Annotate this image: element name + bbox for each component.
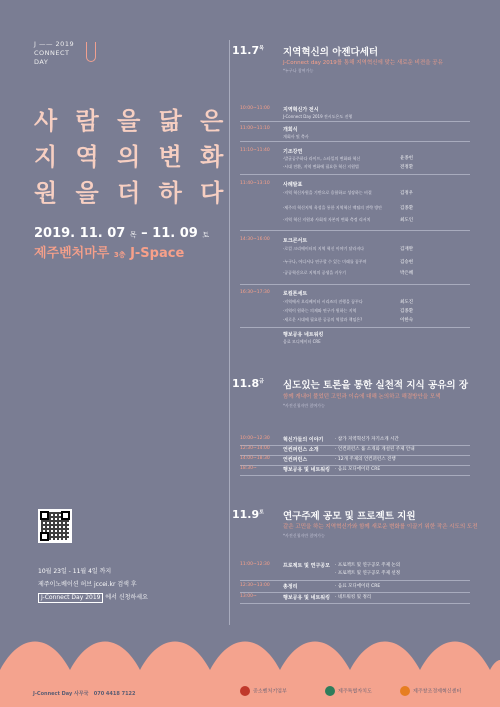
day3-title: 연구주제 공모 및 프로젝트 지원 [283,511,416,522]
schedule-row: 16:30~17:30 로컬톤세트 ·지역에서 오리베이터 시리즈의 진행을 꿈꾸다 ·지역이 원하는 의제와 연구가 원하는 지역 ·새로운 시대에 필요한 공공의 역할과 책임은? 최도진 김종환 이한숙 [240,290,414,323]
date-start: 2019. 11. 07 [34,226,126,241]
day1-subtitle: J-Connect day 2019를 통해 지역혁신에 맞는 새로운 비젼을 공유 [283,60,443,66]
headline-line-1: 사 람 을 닮 은 [34,107,229,135]
schedule-row: 10:00~12:30 혁신가들의 이야기 · 참가 지역혁신가 자기소개 시간 [240,436,399,443]
jccei-logo-icon [400,686,410,696]
day2-subtitle: 함께 캐내어 풀었던 고민과 이슈에 대해 논의하고 해결방안을 모색 [283,394,441,400]
headline-line-3: 원 을 더 하 다 [34,179,229,207]
logo-connect: CONNECT [34,49,70,57]
schedule-row: 행보공유 네트워킹 음료 모디에이터 CRE [283,332,324,344]
venue-hall: J-Space [130,246,185,261]
date-start-dow: 목 [129,231,137,239]
headline-line-2: 지 역 의 변 화 [34,143,229,171]
apply-site-box[interactable]: J-Connect Day 2019 [38,593,103,603]
event-venue [34,242,184,261]
org-jccei: 제주창조경제혁신센터 [400,686,461,696]
org-jeju: 제주특별자치도 [325,686,372,696]
apply-info [38,565,148,604]
day1-label: $11.7^목$ [232,44,264,57]
day2-note: *사전신청자만 참여가능 [283,403,325,408]
schedule-row: 11:00~12:30 프로젝트 및 연구공모 · 프로젝트 및 연구공모 주제 논의 · 프로젝트 및 연구공모 주제 선정 [240,562,401,576]
schedule-row: 13:00~ 행보공유 및 네트워킹 · 네트워킹 및 정리 [240,594,372,601]
day3-subtitle: 같은 고민을 하는 지역혁신가와 함께 새로운 변화를 이끌기 위한 작은 시도의 도전 [283,524,478,530]
taegeuk-icon [240,686,250,696]
date-separator: – [136,226,153,241]
org-mss: 중소벤처기업부 [240,686,287,696]
footer-contact [33,690,136,697]
day3-label: $11.9^토$ [232,508,264,521]
venue-name: 제주벤처마루 [34,246,110,261]
logo-c-icon [86,42,96,62]
schedule-row: 11:10~11:40 기조강연 ·발굴공주하다 라이프, 스타일의 변화와 혁신 ·시대 전환, 지역 변화에 필요한 혁신 지원법 윤종헌 전정환 [240,148,414,170]
vertical-divider [229,40,230,625]
event-logo [34,40,96,74]
venue-floor: 3층 [113,251,126,259]
logo-day: DAY [34,58,49,66]
schedule-row: 12:30~14:00 언컨퍼런스 소개 · 언컨퍼런스 룰 소개와 개설된 주제 안내 [240,446,415,453]
office-phone: 070 4418 7122 [93,691,136,697]
apply-line3: J-Connect Day 2019 에서 신청하세요 [38,591,148,604]
day2-title: 심도있는 토론을 통한 실천적 지식 공유의 장 [283,380,469,391]
qr-code-icon[interactable] [38,509,72,543]
apply-period: 10월 23일 - 11월 4일 까지 [38,568,112,575]
apply-search: 제주이노베이션 허브 jccei.kr 검색 후 [38,581,137,588]
event-date [34,226,209,241]
schedule-row: 11:00~11:10 개회식 개회사 및 축사 [240,126,309,139]
schedule-row: 14:00~18:30 언컨퍼런스 · 12개 주제의 언컨퍼런스 진행 [240,456,396,463]
day3-note: *사전신청자만 참여가능 [283,533,325,538]
day1-note: *누구나 참여가능 [283,68,314,73]
office-name: J-Connect Day 사무국 [33,691,89,697]
date-end: 11. 09 [152,226,198,241]
schedule-row: 18:30~ 행보공유 및 네트워킹 · 음료 모디에이터 CRE [240,466,381,473]
date-end-dow: 토 [202,231,210,239]
day2-label: $11.8^금$ [232,377,264,390]
headline [34,103,229,211]
schedule-row: 11:40~13:10 사례발표 ·지역 혁신자원을 기반으로 융합하고 성장하는 비결 ·제주의 혁신지역 육성을 통한 지역혁신 액틸의 전략 방안 ·지역 혁신 지원과 사회적 자본의 변화 측정 리서치 김정우 김종환 최도인 [240,181,414,223]
schedule-row: 12:30~13:00 총정리 · 음료 모디에이터 CRE [240,583,381,590]
logo-year: J —— 2019 [34,40,75,48]
day1-title: 지역혁신의 아젠다세터 [283,47,379,58]
schedule-row: 10:00~11:00 지역혁신가 전시 J-Connect Day 2019 전시도은도 진행 [240,106,353,119]
jeju-logo-icon [325,686,335,696]
schedule-row: 14:30~16:00 토크콘서트 ·로컬 크리에이터의 지역 혁신 이야기 달라지다 ·누구나, 어디서나 연구할 수 있는 미래를 꿈꾸며 ·공공혁신으로 지역의 공생을 키우기 김재완 김승현 박은혜 [240,237,414,276]
